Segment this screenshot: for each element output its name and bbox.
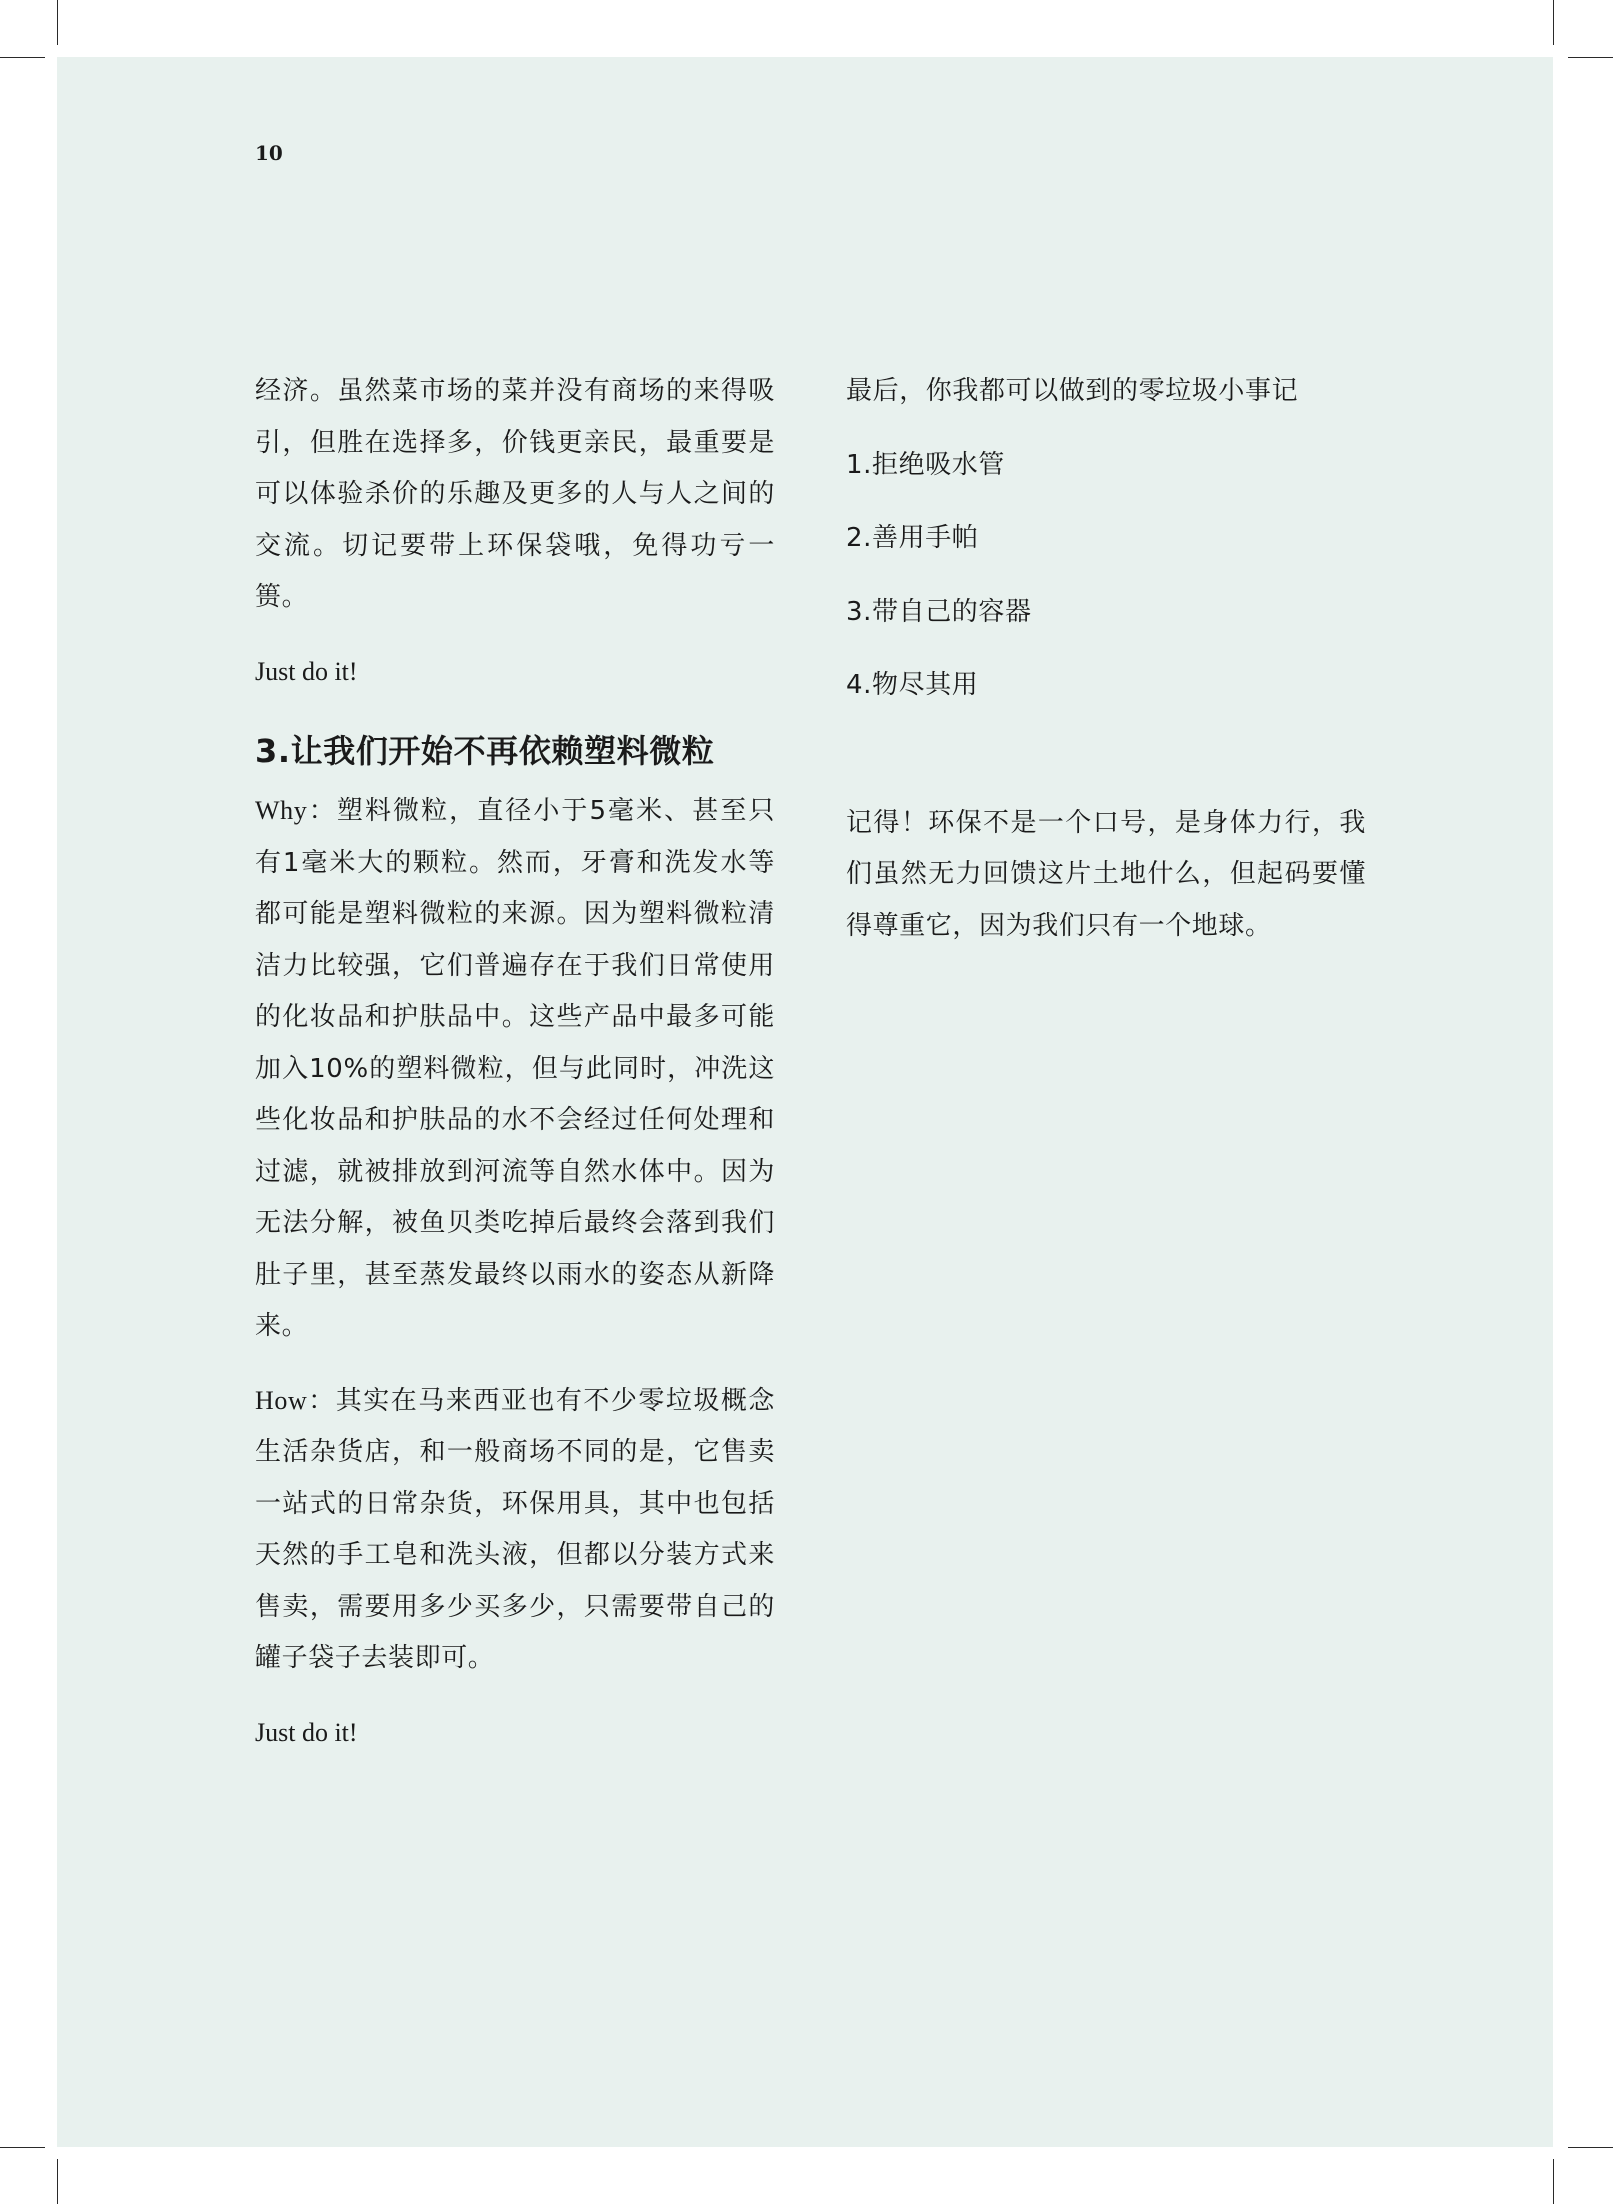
crop-mark [1553,0,1554,45]
how-paragraph [255,1375,775,1685]
how-text: 其实在马来西亚也有不少零垃圾概念生活杂货店，和一般商场不同的是，它售卖一站式的日常杂货，环保用具，其中也包括天然的手工皂和洗头液，但都以分装方式来售卖，需要用多少买多少，只需要带自己的罐子袋子去装即可。 [255,1385,776,1673]
page-number: 10 [255,141,283,165]
why-paragraph [255,785,775,1353]
left-column [255,366,775,1758]
list-item: 3.带自己的容器 [846,596,1032,627]
list-item: 1.拒绝吸水管 [846,449,1006,480]
slogan: Just do it! [255,1717,358,1747]
list-intro: 最后，你我都可以做到的零垃圾小事记 [846,376,1299,406]
tips-list [846,440,1366,712]
why-text: 塑料微粒，直径小于5毫米、甚至只有1毫米大的颗粒。然而，牙膏和洗发水等都可能是塑料微粒的来源。因为塑料微粒清洁力比较强，它们普遍存在于我们日常使用的化妆品和护肤品中。这些产品中最多可能加入10%的塑料微粒，但与此同时，冲洗这些化妆品和护肤品的水不会经过任何处理和过滤，就被排放到河流等自然水体中。因为无法分解，被鱼贝类吃掉后最终会落到我们肚子里，甚至蒸发最终以雨水的姿态从新降来。 [255,796,775,1341]
closing-paragraph: 记得！环保不是一个口号，是身体力行，我们虽然无力回馈这片土地什么，但起码要懂得尊重它，因为我们只有一个地球。 [846,807,1366,941]
crop-mark [1553,2159,1554,2204]
crop-mark [1568,57,1613,58]
why-label: Why： [255,796,337,825]
right-column [846,366,1366,952]
section-heading: 3.让我们开始不再依赖塑料微粒 [255,732,715,770]
crop-mark [57,0,58,45]
crop-mark [57,2159,58,2204]
intro-paragraph: 经济。虽然菜市场的菜并没有商场的来得吸引，但胜在选择多，价钱更亲民，最重要是可以体验杀价的乐趣及更多的人与人之间的交流。切记要带上环保袋哦，免得功亏一篑。 [255,376,775,612]
slogan: Just do it! [255,656,358,686]
list-item: 2.善用手帕 [846,523,979,553]
crop-mark [1568,2147,1613,2148]
list-item: 4.物尽其用 [846,670,979,700]
crop-mark [0,2147,45,2148]
crop-mark [0,57,45,58]
how-label: How： [255,1385,336,1415]
